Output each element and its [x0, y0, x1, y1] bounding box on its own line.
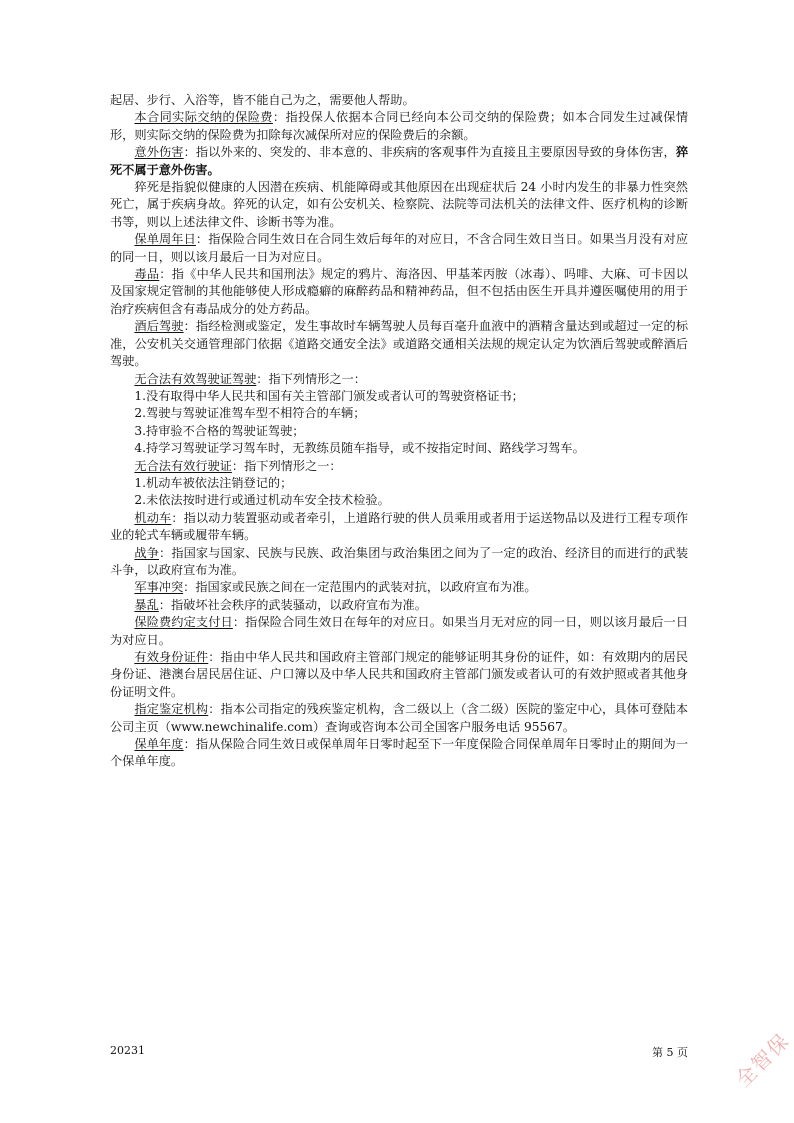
page-number: 第 5 页	[652, 1046, 688, 1059]
definition-text: ：指国家或民族之间在一定范围内的武装对抗，以政府宣布为准。	[183, 580, 537, 595]
definition-text: ：指下列情形之一：	[231, 458, 342, 473]
paragraph-intro	[110, 92, 688, 109]
term-label: 保险费约定支付日	[134, 615, 233, 630]
list-item-text: 3.持审验不合格的驾驶证驾驶；	[134, 423, 305, 438]
term-label: 保单年度	[134, 737, 184, 752]
list-item	[110, 423, 688, 440]
definition-text: ：指从保险合同生效日或保单周年日零时起至下一年度保险合同保单周年日零时止的期间为一个保单年度。	[110, 737, 689, 769]
definition-accident	[110, 144, 688, 179]
definition-no-license	[110, 371, 688, 388]
definition-valid-id	[110, 649, 688, 701]
term-label: 军事冲突	[134, 580, 184, 595]
term-label: 机动车	[134, 510, 172, 525]
definition-text: ：指以动力装置驱动或者牵引，上道路行驶的供人员乘用或者用于运送物品以及进行工程专项作业的轮式车辆或履带车辆。	[110, 510, 689, 543]
definition-war	[110, 545, 688, 580]
definition-military-conflict	[110, 579, 688, 596]
definition-drunk-driving	[110, 318, 688, 370]
definition-text: ：指本公司指定的残疾鉴定机构，含二级以上（含二级）医院的鉴定中心，具体可登陆本公司主页（www.newchinalife.com）查询或咨询本公司全国客户服务电话 95567。	[110, 702, 689, 734]
definition-text: ：指经检测或鉴定，发生事故时车辆驾驶人员每百毫升血液中的酒精含量达到或超过一定的标准，公安机关交通管理部门依据《道路交通安全法》或道路交通相关法规的规定认定为饮酒后驾驶或醉酒后驾驶。	[110, 319, 689, 369]
definition-text: ：指保险合同生效日在合同生效后每年的对应日，不含合同生效日当日。如果当月没有对应的同一日，则以该月最后一日为对应日。	[110, 232, 689, 264]
definition-text: ：指投保人依据本合同已经向本公司交纳的保险费；如本合同发生过减保情形，则实际交纳的保险费为扣除每次减保所对应的保险费后的余额。	[110, 110, 689, 142]
term-label: 暴乱	[134, 597, 159, 612]
term-label: 无合法有效行驶证	[134, 458, 232, 473]
definition-text: ：指国家与国家、民族与民族、政治集团与政治集团之间为了一定的政治、经济目的而进行的武装斗争，以政府宣布为准。	[110, 545, 689, 577]
paragraph-text: 起居、步行、入浴等，皆不能自己为之，需要他人帮助。	[110, 93, 415, 107]
list-item-text: 4.持学习驾驶证学习驾车时，无教练员随车指导，或不按指定时间、路线学习驾车。	[134, 441, 585, 456]
definition-text: ：指《中华人民共和国刑法》规定的鸦片、海洛因、甲基苯丙胺（冰毒）、吗啡、大麻、可卡因以及国家规定管制的其他能够使人形成瘾癖的麻醉药品和精神药品，但不包括由医生开具并遵医嘱使用的用于治疗疾病但含有毒品成分的处方药品。	[110, 267, 688, 316]
document-body	[110, 92, 688, 771]
list-item	[110, 475, 688, 492]
term-label: 战争	[134, 545, 160, 560]
term-label: 指定鉴定机构	[134, 702, 209, 717]
definition-text: ：指由中华人民共和国政府主管部门规定的能够证明其身份的证件，如：有效期内的居民身份证、港澳台居民居住证、户口簿以及中华人民共和国政府主管部门颁发或者认可的有效护照或者其他身份证明文件。	[110, 650, 689, 699]
term-label: 保单周年日	[134, 232, 196, 247]
definition-policy-year	[110, 736, 688, 771]
definition-policy-anniversary	[110, 231, 688, 266]
definition-text: 猝死是指貌似健康的人因潜在疾病、机能障碍或其他原因在出现症状后 24 小时内发生的非暴力性突然死亡，属于疾病身故。猝死的认定，如有公安机关、检察院、法院等司法机关的法律文件、医疗机构的诊断书等，则以上述法律文件、诊断书等为准。	[110, 180, 688, 229]
definition-text: ：指以外来的、突发的、非本意的、非疾病的客观事件为直接且主要原因导致的身体伤害，	[183, 145, 676, 160]
term-label: 酒后驾驶	[134, 319, 184, 334]
bold-note: 猝死不属于意外伤害。	[110, 145, 689, 177]
term-label: 无合法有效驾驶证驾驶	[134, 371, 257, 386]
definition-actual-premium	[110, 109, 688, 144]
definition-riot	[110, 597, 688, 614]
list-item	[110, 492, 688, 509]
definition-drugs	[110, 266, 688, 318]
list-item-text: 1.没有取得中华人民共和国有关主管部门颁发或者认可的驾驶资格证书；	[134, 388, 524, 403]
definition-premium-due-date	[110, 614, 688, 649]
list-item-text: 2.驾驶与驾驶证准驾车型不相符合的车辆；	[134, 406, 366, 421]
list-item	[110, 405, 688, 422]
term-label: 本合同实际交纳的保险费	[134, 110, 273, 125]
definition-sudden-death	[110, 179, 688, 231]
definition-motor-vehicle	[110, 510, 688, 545]
term-label: 有效身份证件	[134, 650, 209, 664]
watermark: 全智保	[730, 1028, 794, 1092]
definition-appraisal-institution	[110, 701, 688, 736]
footer-code: 20231	[110, 1044, 145, 1057]
definition-no-vehicle-license	[110, 458, 688, 475]
list-item	[110, 388, 688, 405]
list-item-text: 1.机动车被依法注销登记的；	[134, 475, 293, 490]
definition-text: ：指破坏社会秩序的武装骚动，以政府宣布为准。	[158, 597, 427, 612]
definition-text: ：指保险合同生效日在每年的对应日。如果当月无对应的同一日，则以该月最后一日为对应日。	[110, 615, 689, 647]
definition-text: ：指下列情形之一：	[256, 371, 366, 386]
list-item-text: 2.未依法按时进行或通过机动车安全技术检验。	[134, 493, 390, 508]
term-label: 毒品	[134, 267, 160, 282]
term-label: 意外伤害	[134, 145, 184, 160]
list-item	[110, 440, 688, 457]
